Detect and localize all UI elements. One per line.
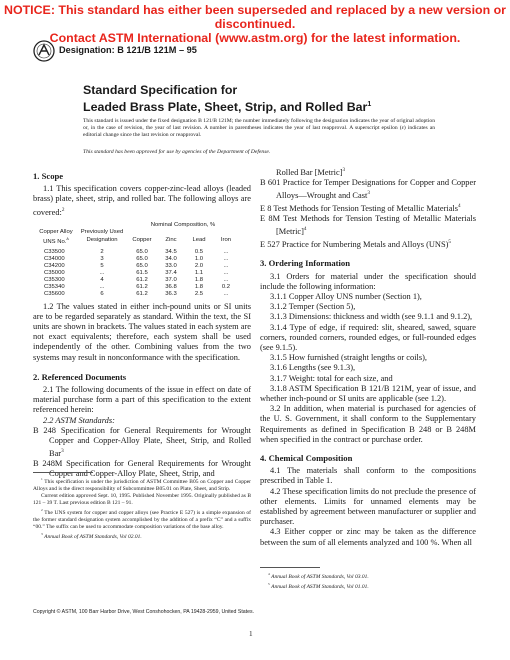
table-cell-fe: ... — [223, 290, 229, 297]
table-cell-zn: 36.8 — [165, 283, 177, 290]
table-cell-prev: 5 — [100, 262, 104, 269]
table-cell-fe: ... — [223, 255, 229, 262]
table-cell-cu: 65.0 — [136, 248, 148, 255]
notice-line-2: Contact ASTM International (www.astm.org) for the latest information. — [49, 31, 461, 45]
table-cell-prev: 3 — [100, 255, 104, 262]
table-cell-pb: 2.5 — [194, 290, 204, 297]
table-cell-pb: 1.0 — [194, 255, 204, 262]
table-cell-prev: ... — [99, 283, 105, 290]
table-cell-fe: ... — [223, 276, 229, 283]
astm-logo-icon — [33, 40, 55, 62]
table-cell-cu: 61.5 — [136, 269, 148, 276]
left-column — [33, 171, 251, 480]
document-title — [83, 84, 371, 114]
order-item-3-1-8: 3.1.8 ASTM Specification B 121/B 121M, year of issue, and whether inch-pound or SI units are applicable (see 1.2). — [260, 383, 476, 404]
right-column — [260, 165, 476, 548]
notice-line-1: NOTICE: This standard has either been superseded and replaced by a new version or discontinued. — [4, 3, 506, 31]
ref-b248m: B 248M Specification for General Requirements for Wrought Copper and Copper-Alloy Plate, Sheet, Strip, and — [33, 459, 251, 479]
chem-paragraph-4-2: 4.2 These specification limits do not preclude the presence of other elements. Limits for unnamed elements may be established by agreement between manufacturer or supplier and purchaser. — [260, 486, 476, 527]
col-header-zinc: Zinc — [165, 237, 177, 244]
ref-e8-sup: 4 — [458, 203, 461, 210]
order-item-3-1-5: 3.1.5 How furnished (straight lengths or coils), — [270, 353, 428, 363]
ref-b248m-cont: Rolled Bar [Metric] — [276, 167, 343, 177]
table-cell-prev: 4 — [100, 276, 104, 283]
table-cell-cu: 65.0 — [136, 255, 148, 262]
col-header-alloy-1: Copper Alloy — [39, 228, 73, 235]
fn3-mark: 3 — [41, 531, 43, 536]
title-line-1: Standard Specification for — [83, 83, 238, 97]
table-cell-zn: 37.0 — [165, 276, 177, 283]
fn2-text: The UNS system for copper and copper alloys (see Practice E 527) is a simple expansion of the former standard designation system accomplished by the addition of a prefix “C” and a suffix “00.” The suffix can be used to accommodate composition variations of the base alloy. — [33, 509, 251, 530]
fn1-text: This specification is under the jurisdiction of ASTM Committee B05 on Copper and Copper Alloys and is the direct responsibility of Subcommittee B05.01 on Plate, Sheet, and Strip. — [33, 478, 251, 492]
order-paragraph-3-1: 3.1 Orders for material under the specification should include the following information: — [260, 271, 476, 291]
order-paragraph-3-2: 3.2 In addition, when material is purchased for agencies of the U. S. Government, it shall conform to the Supplementary Requirements as defined in Specification B 248 or B 248M when specified in the contract or purchase order. — [260, 404, 476, 444]
table-cell-prev: 2 — [100, 248, 104, 255]
col-header-prev-2: Designation — [86, 237, 118, 244]
table-cell-zn: 34.5 — [165, 248, 177, 255]
fn1-mark: 1 — [41, 477, 43, 481]
table-cell-fe: ... — [223, 248, 229, 255]
footnotes-right — [260, 571, 476, 591]
supersede-notice — [0, 3, 510, 45]
title-line-2: Leaded Brass Plate, Sheet, Strip, and Rolled Bar — [83, 99, 368, 114]
table-cell-pb: 1.8 — [194, 283, 204, 290]
ref-e527-sup: 5 — [448, 239, 451, 246]
table-cell-cu: 61.2 — [136, 276, 148, 283]
chem-paragraph-4-1: 4.1 The materials shall conform to the compositions prescribed in Table 1. — [260, 466, 476, 486]
ref-b248-sup: 3 — [61, 448, 64, 455]
table-cell-cu: 61.2 — [136, 283, 148, 290]
ref-e8m-sup: 4 — [303, 226, 307, 233]
col-header-alloy-sup: A — [66, 236, 69, 241]
order-item-3-1-7: 3.1.7 Weight: total for each size, and — [270, 373, 393, 383]
fn5-mark: 5 — [268, 581, 270, 586]
col-header-copper: Copper — [132, 237, 152, 244]
page-number: 1 — [249, 630, 253, 638]
designation: Designation: B 121/B 121M – 95 — [59, 45, 197, 55]
col-header-iron: Iron — [220, 237, 232, 244]
table-group-header: Nominal Composition, % — [150, 221, 216, 228]
order-item-3-1-3: 3.1.3 Dimensions: thickness and width (see 9.1.1 and 9.1.2), — [270, 312, 473, 322]
table-cell-uns: C34200 — [44, 262, 65, 269]
table-cell-pb: 1.8 — [194, 276, 204, 283]
col-header-prev-1: Previously Used — [80, 228, 124, 235]
table-cell-pb: 1.1 — [194, 269, 204, 276]
ref-paragraph-2-1: 2.1 The following documents of the issue in effect on date of material purchase form a part of this specification to the extent referenced herein: — [33, 385, 251, 415]
section-4-heading: 4. Chemical Composition — [260, 453, 353, 464]
scope-paragraph-1-2: 1.2 The values stated in either inch-pound units or SI units are to be regarded separately as standard. Within the text, the SI units are shown in brackets. The values stated in each system are not exact equivalents; therefore, each system shall be used independently of the other. Combining values from the two systems may result in nonconformance with the specification. — [33, 301, 251, 362]
alloy-composition-table — [35, 222, 239, 298]
table-cell-zn: 37.4 — [165, 269, 177, 276]
chem-paragraph-4-3: 4.3 Either copper or zinc may be taken as the difference between the sum of all elements analyzed and 100 %. When all — [260, 527, 476, 547]
table-cell-prev: ... — [99, 269, 105, 276]
table-cell-uns: C35600 — [44, 290, 65, 297]
table-row — [35, 263, 239, 270]
table-cell-fe: ... — [223, 269, 229, 276]
fn5-text: Annual Book of ASTM Standards, Vol 01.01. — [271, 583, 369, 590]
col-header-lead: Lead — [192, 237, 206, 244]
ref-b601: B 601 Practice for Temper Designations for Copper and Copper Alloys—Wrought and Cast — [260, 178, 476, 200]
footnotes-left — [33, 476, 251, 540]
copyright-line: Copyright © ASTM, 100 Barr Harbor Drive, West Conshohocken, PA 19428-2959, United States. — [33, 609, 255, 615]
footnote-divider-left — [33, 472, 93, 473]
table-cell-uns: C35340 — [44, 283, 65, 290]
order-item-3-1-2: 3.1.2 Temper (Section 5), — [270, 302, 356, 312]
table-row — [35, 249, 239, 256]
fn2-mark: 2 — [41, 507, 43, 512]
title-footnote-mark: 1 — [367, 100, 372, 108]
ref-paragraph-2-2: 2.2 ASTM Standards: — [43, 415, 115, 425]
table-cell-pb: 2.0 — [194, 262, 204, 269]
dod-approval-note: This standard has been approved for use by agencies of the Department of Defense. — [83, 149, 271, 155]
ref-e8: E 8 Test Methods for Tension Testing of Metallic Materials — [260, 204, 459, 213]
table-cell-cu: 61.2 — [136, 290, 148, 297]
order-item-3-1-1: 3.1.1 Copper Alloy UNS number (Section 1), — [270, 292, 422, 302]
ref-b601-sup: 3 — [367, 190, 370, 197]
table-row — [35, 270, 239, 277]
order-item-3-1-4: 3.1.4 Type of edge, if required: slit, sheared, sawed, square corners, rounded corners, rounded edges, or full-rounded edges (see 9.1.5). — [260, 322, 476, 353]
fn1-continuation: Current edition approved Sept. 10, 1995. Published November 1995. Originally published as B 121 – 39 T. Last previous edition B 121 – 91. — [33, 492, 251, 506]
table-cell-pb: 0.5 — [194, 248, 204, 255]
table-row — [35, 256, 239, 263]
ref-b248m-sup: 3 — [342, 167, 346, 173]
table-cell-prev: 6 — [100, 290, 104, 297]
fn4-text: Annual Book of ASTM Standards, Vol 03.01. — [271, 573, 369, 580]
table-cell-zn: 34.0 — [165, 255, 177, 262]
table-row — [35, 291, 239, 298]
table-cell-zn: 33.0 — [165, 262, 177, 269]
ref-e527: E 527 Practice for Numbering Metals and Alloys (UNS) — [260, 240, 449, 250]
table-cell-uns: C34000 — [44, 255, 65, 262]
section-3-heading: 3. Ordering Information — [260, 258, 350, 269]
table-cell-uns: C35000 — [44, 269, 65, 276]
ref-b248: B 248 Specification for General Requirements for Wrought Copper and Copper-Alloy Plate, Sheet, Strip, and Rolled Bar — [33, 425, 251, 459]
scope-paragraph-1-1: 1.1 This specification covers copper-zinc-lead alloys (leaded brass) plate, sheet, strip, and rolled bar. The following alloys are covered: — [33, 184, 251, 217]
col-header-alloy-2: UNS No. — [43, 238, 67, 245]
ref-e8m: E 8M Test Methods for Tension Testing of Metallic Materials [Metric] — [260, 214, 476, 237]
table-cell-uns: C33500 — [44, 248, 65, 255]
fn4-mark: 4 — [268, 572, 270, 576]
issuance-note: This standard is issued under the fixed designation B 121/B 121M; the number immediately following the designation indicates the year of original adoption or, in the case of revision, the year of last revision. A number in parentheses indicates the year of last reapproval. A superscript epsilon (ε) indicates an editorial change since the last revision or reapproval. — [83, 118, 435, 139]
table-cell-fe: 0.2 — [221, 283, 231, 290]
footnote-ref-2: 2 — [61, 206, 65, 213]
footnote-divider-right — [260, 567, 320, 568]
table-cell-fe: ... — [223, 262, 229, 269]
fn3-text: Annual Book of ASTM Standards, Vol 02.01. — [44, 533, 142, 540]
section-2-heading: 2. Referenced Documents — [33, 371, 127, 382]
table-row — [35, 277, 239, 284]
table-row — [35, 284, 239, 291]
order-item-3-1-6: 3.1.6 Lengths (see 9.1.3), — [270, 363, 356, 373]
table-cell-cu: 65.0 — [136, 262, 148, 269]
section-1-heading: 1. Scope — [33, 171, 64, 181]
table-cell-uns: C35300 — [44, 276, 65, 283]
table-cell-zn: 36.3 — [165, 290, 177, 297]
